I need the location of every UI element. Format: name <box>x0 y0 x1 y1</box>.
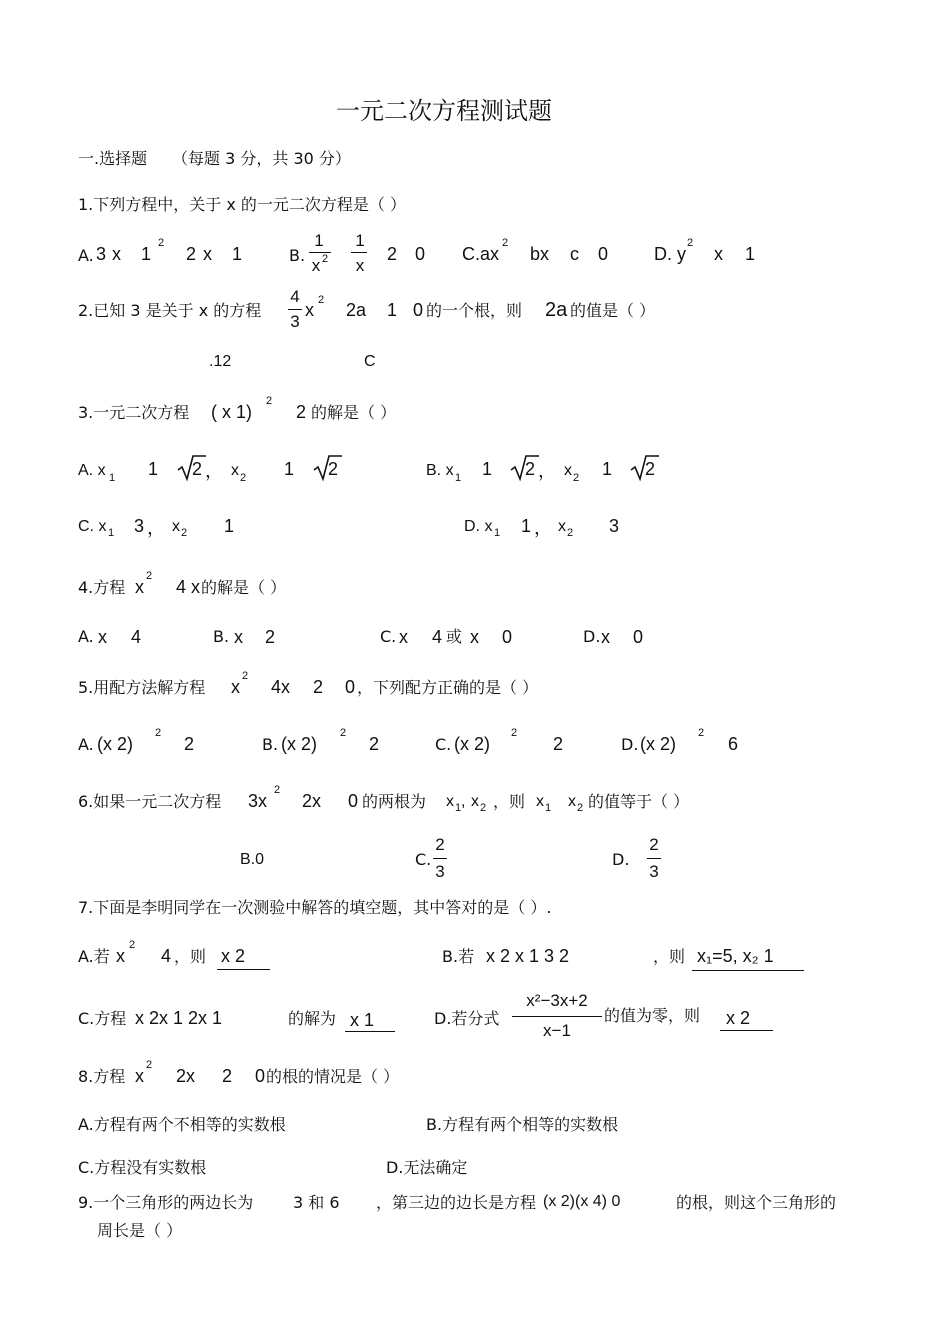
q2-option-b: .12 <box>209 353 232 370</box>
q2-option-c: C <box>364 353 376 370</box>
answer-underline <box>217 969 270 970</box>
page-title: 一元二次方程测试题 <box>336 97 552 125</box>
answer-underline <box>345 1031 395 1032</box>
q8-option-b: B.方程有两个相等的实数根 <box>426 1115 619 1134</box>
section-scoring: （每题 3 分，共 30 分） <box>172 149 351 168</box>
q6-option-b: B.0 <box>240 851 265 868</box>
answer-underline <box>692 970 804 971</box>
q7-stem: 7.下面是李明同学在一次测验中解答的填空题，其中答对的是（ ）. <box>78 898 552 917</box>
q8-option-a: A.方程有两个不相等的实数根 <box>78 1115 286 1134</box>
q1-stem: 1.下列方程中，关于 x 的一元二次方程是（ ） <box>78 195 406 214</box>
answer-underline <box>720 1030 773 1031</box>
q8-option-c: C.方程没有实数根 <box>78 1158 207 1177</box>
section-name: 一.选择题 <box>78 149 148 168</box>
q8-option-d: D.无法确定 <box>386 1158 468 1177</box>
